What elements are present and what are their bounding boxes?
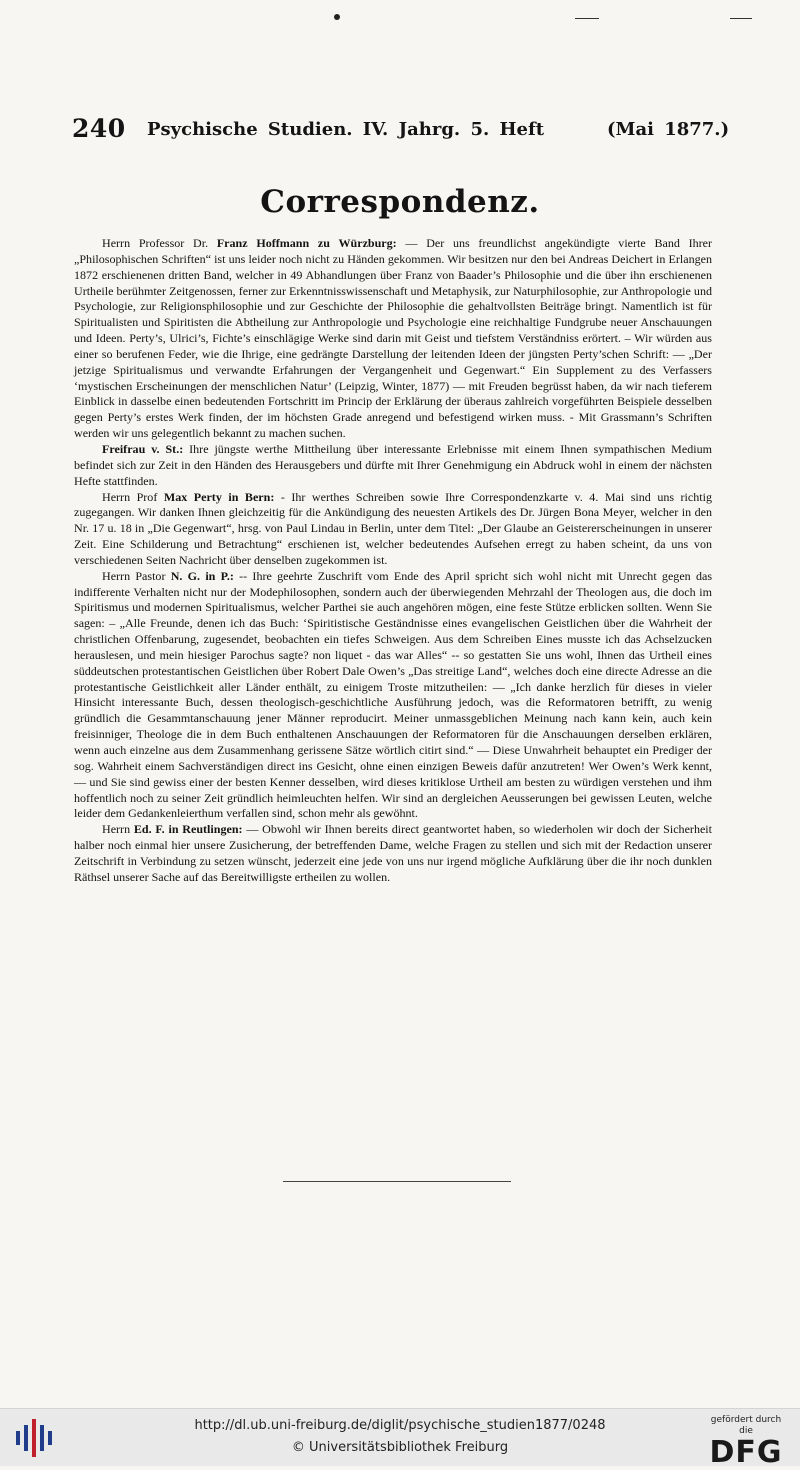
end-rule xyxy=(283,1181,511,1182)
paragraph-text: — Der uns freundlichst angekündigte vierte Band Ihrer „Philosophischen Schriften“ ist uns leider noch nicht zu Händen gekommen. Wir besitzen nur den bei Andreas Deichert in Erlangen 1872 erschienenen dritten Band, welcher in 49 Abhandlungen über Franz von Baader’s Philosophie und die über ihn erschienenen Urtheile berühmter Zeitgenossen, ferner zur Erkenntnisswissenschaft und Metaphysik, zur Naturphilosophie, zur Anthropologie und Psychologie, zur Religionsphilosophie und zur Geschichte der Philosophie die gehaltvollsten Beiträge bringt. Namentlich ist für Spiritualisten und Spiritisten die Abtheilung zur Anthropologie und Psychologie eine reichhaltige Fundgrube neuer Anschauungen und Ideen. Perty’s, Ulrici’s, Fichte’s einschlägige Werke sind darin mit Geist und tiefstem Verständniss erörtert. – Wir würden aus einer so berufenen Feder, wie die Ihrige, eine gedrängte Darstellung der leitenden Ideen der jüngsten Perty’schen Schrift: — „Der jetzige Spiritualismus und verwandte Erfahrungen der Vergangenheit und Gegenwart.“ Ein Supplement zu des Verfassers ‘mystischen Erscheinungen der menschlichen Natur’ (Leipzig, Winter, 1877) — mit Freuden begrüsst haben, da wir nach tieferem Einblick in dasselbe einen bedeutenden Fortschritt im Princip der Erklärung der überaus zahlreich vorgeführten Beispiele desselben gegen Perty’s erstes Werk finden, der im höchsten Grade anregend und befestigend wirken muss. - Mit Grassmann’s Schriften werden wir uns gelegentlich bekannt zu machen suchen. xyxy=(74,236,712,441)
correspondent-place: in P.: xyxy=(200,568,234,583)
paragraph-text: — Obwohl wir Ihnen bereits direct geantwortet haben, so wiederholen wir doch der Sicherheit halber noch einmal hier unsere Zusicherung, der betreffenden Dame, welche Fragen zu stellen und sich mit der Redaction unserer Zeitschrift in Verbindung zu setzen wünscht, jederzeit eine jede von uns nur irgend mögliche Aufklärung über die ihr noch dunklen Räthsel unserer Sache auf das Bereitwilligste ertheilen zu wollen. xyxy=(74,822,713,884)
correspondent-name: Franz Hoffmann xyxy=(216,236,310,250)
paragraph-text: Ihre jüngste werthe Mittheilung über interessante Erlebnisse mit einem Ihnen sympathischen Medium befindet sich zur Zeit in den Händen des Herausgebers und dürfte mit Ihrer Genehmigung ein Abdruck wohl in einem der nächsten Hefte stattfinden. xyxy=(74,441,712,488)
page-number: 240 xyxy=(72,114,126,143)
paragraph xyxy=(74,822,712,885)
paragraph xyxy=(74,442,712,490)
running-head xyxy=(147,119,730,140)
paragraph-text: -- Ihre geehrte Zuschrift vom Ende des April spricht sich wohl nicht mit Unrecht gegen das indifferente Verhalten nicht nur der Modephilosophen, sondern auch der überwiegenden Mehrzahl der Theologen aus, die doch im Spiritismus und modernen Spiritualismus, welcher Parthei sie auch angehören mögen, eine feste Stütze erblicken sollten. Wenn Sie sagen: – „Alle Freunde, denen ich das Buch: ‘Spiritistische Geständnisse eines evangelischen Geistlichen über die Wahrheit der christlichen Offenbarung, zugesendet, beobachten ein tiefes Schweigen. Aus dem Schreiben Eines musste ich das Achselzucken herauslesen, und mein hiesiger Parochus sagte? non liquet - das war Alles“ -- so gestatten Sie uns wohl, Ihnen das Urtheil eines süddeutschen protestantischen Geistlichen über Robert Dale Owen’s „Das streitige Land“, welches doch eine directe Adresse an die protestantische Geistlichkeit aller Länder enthält, zu einigem Troste mitzutheilen: — „Ich danke herzlich für dieses in vieler Hinsicht interessante Buch, dessen theologisch-geschichtliche Ausführung jedoch, was die Reformatoren betrifft, zu wenig gründlich die Gesammtanschauung jener Männer reproducirt. Meiner unmassgeblichen Meinung nach kann kein, auch kein freisinniger, Theologe die in dem Buch enthaltenen Anschauungen der Reformatoren für die Anschauungen derselben erklären, wenn auch einzelne aus dem Zusammenhang gerissene Sätze wörtlich citirt sind.“ — Diese Unwahrheit behauptet ein Prediger der sog. Wahrheit einem Sachverständigen direct ins Gesicht, ohne einen einzigen Beweis dafür anzutreten! Wer Owen’s Werk kennt, — und Sie sind gewiss einer der besten Kenner desselben, wird dieses kritiklose Urtheil am besten zu würdigen verstehen und ihm hoffentlich noch zu seiner Zeit gründlich heimleuchten helfen. Wir sind an dergleichen Aeusserungen bei gewissen Leuten, welche leider dem Gedankenleierthum verfallen sind, schon mehr als gewöhnt. xyxy=(74,568,713,821)
article-body xyxy=(74,236,712,886)
running-head-text: Psychische Studien. IV. Jahrg. 5. Heft xyxy=(147,119,545,140)
paragraph-text: - Ihr werthes Schreiben sowie Ihre Correspondenzkarte v. 4. Mai sind uns richtig zugegangen. Wir danken Ihnen gleichzeitig für die Ankündigung des neuesten Artikels des Dr. Jürgen Bona Meyer, welcher in den Nr. 17 u. 18 in „Die Gegenwart“, hrsg. von Paul Lindau in Berlin, unter dem Titel: „Der Glaube an Geistererscheinungen in unserer Zeit. Eine Schilderung und Betrachtung“ erschienen ist, welcher bedeutendes Aufsehen erregt zu haben scheint, da uns von verschiedenen Seiten Nachricht über denselben zugekommen ist. xyxy=(74,489,712,567)
copyright-text: © Universitätsbibliothek Freiburg xyxy=(291,1440,509,1455)
page-header xyxy=(72,114,730,148)
dfg-logo-text: DFG xyxy=(709,1435,783,1470)
paragraph-lead: Herrn xyxy=(102,822,134,837)
viewer-footer xyxy=(0,1408,800,1470)
dfg-logo xyxy=(704,1415,788,1470)
paragraph-lead: Herrn Professor Dr. xyxy=(102,236,217,250)
correspondent-name: N. G. xyxy=(170,568,201,583)
paragraph xyxy=(74,490,712,569)
correspondent-name: Ed. F. xyxy=(133,822,165,837)
correspondent-place: in Bern: xyxy=(221,489,275,504)
scan-dash xyxy=(575,18,599,19)
scan-dot xyxy=(334,14,340,20)
page-title: Correspondenz. xyxy=(260,184,540,220)
correspondent-place: zu Würzburg: xyxy=(309,236,397,250)
paragraph-lead: Herrn Prof xyxy=(102,489,164,504)
issue-date: (Mai 1877.) xyxy=(607,119,730,140)
permalink-link[interactable]: http://dl.ub.uni-freiburg.de/diglit/psychische_studien1877/0248 xyxy=(194,1418,606,1433)
correspondent-name: Max Perty xyxy=(163,489,222,504)
correspondent-name: Freifrau v. St.: xyxy=(102,441,184,456)
dfg-funding-text: gefördert durch die xyxy=(710,1415,782,1436)
paragraph-lead: Herrn Pastor xyxy=(102,568,171,583)
correspondent-place: in Reutlingen: xyxy=(164,822,243,837)
scan-marks xyxy=(0,0,800,30)
scan-dash xyxy=(730,18,752,19)
paragraph xyxy=(74,569,712,823)
paragraph xyxy=(74,236,712,442)
